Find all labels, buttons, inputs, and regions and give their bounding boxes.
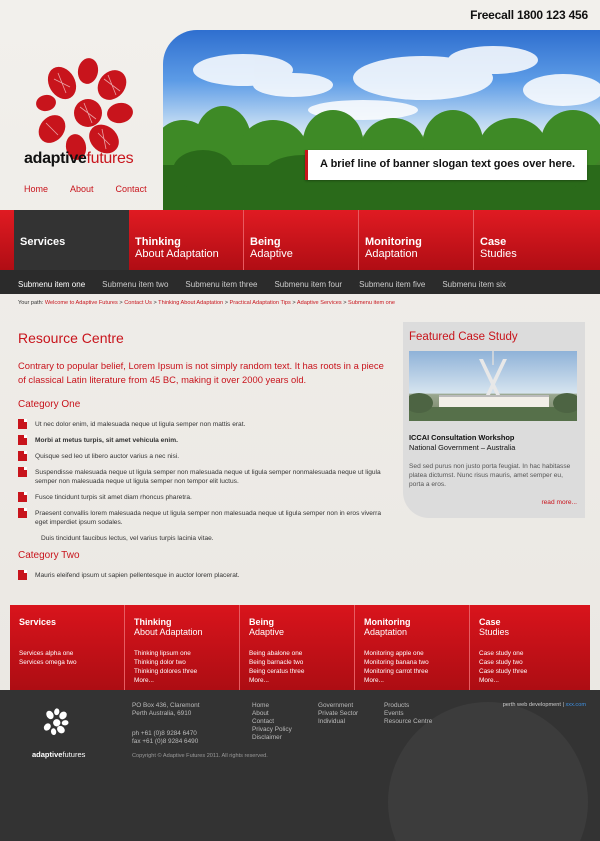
intro-paragraph: Contrary to popular belief, Lorem Ipsum is not simply random text. It has roots in a piece of classical Latin literature from 45 BC, making it over 2000 years old. bbox=[18, 360, 384, 385]
main-nav-thinking-label: Thinking bbox=[135, 236, 181, 248]
list-note: Duis tincidunt faucibus lectus, vel varius turpis lacinia vitae. bbox=[41, 535, 214, 542]
pdf-icon bbox=[18, 467, 27, 477]
topnav-contact[interactable]: Contact bbox=[115, 184, 147, 194]
footer bbox=[0, 690, 600, 841]
footer-link[interactable]: Monitoring banana two bbox=[364, 659, 429, 666]
main-nav-being-sub: Adaptive bbox=[250, 248, 293, 260]
footer-more-link[interactable]: More... bbox=[479, 677, 499, 684]
case-study-subheading: National Government – Australia bbox=[409, 443, 516, 452]
read-more-link[interactable]: read more... bbox=[541, 499, 577, 506]
top-nav bbox=[24, 184, 147, 194]
footer-credit-text[interactable]: perth web development bbox=[502, 702, 561, 708]
pdf-icon bbox=[18, 570, 27, 580]
logo-wordmark[interactable] bbox=[24, 150, 133, 168]
pdf-icon bbox=[18, 435, 27, 445]
list-item[interactable] bbox=[18, 493, 388, 502]
subnav-item-1[interactable]: Submenu item one bbox=[18, 280, 86, 289]
pdf-icon bbox=[18, 419, 27, 429]
subnav-item-4[interactable]: Submenu item four bbox=[274, 280, 343, 289]
breadcrumb-sep: > bbox=[223, 300, 230, 306]
breadcrumb-sep: > bbox=[341, 300, 349, 306]
footer-link[interactable]: Being barnacle two bbox=[249, 659, 304, 666]
footer-link[interactable]: Individual bbox=[318, 718, 346, 725]
footer-address bbox=[132, 702, 200, 746]
list-item-text: Praesent convallis lorem malesuada neque ut ligula semper non malesuada neque ut ligula semper non in eros viverra eget imperdiet ipsum sodales. bbox=[35, 510, 382, 526]
pdf-icon bbox=[18, 492, 27, 502]
footer-phone: ph +61 (0)8 9284 6470 bbox=[132, 730, 197, 737]
footer-col-services bbox=[10, 605, 125, 690]
subnav-item-6[interactable]: Submenu item six bbox=[442, 280, 506, 289]
footer-link[interactable]: Home bbox=[252, 702, 270, 709]
breadcrumb bbox=[18, 300, 395, 306]
breadcrumb-item[interactable]: Adaptive Services bbox=[296, 300, 342, 306]
pdf-icon bbox=[18, 451, 27, 461]
case-study-title: Featured Case Study bbox=[409, 331, 518, 343]
footer-col-subheading[interactable]: Studies bbox=[479, 627, 510, 637]
footer-link[interactable]: Privacy Policy bbox=[252, 726, 292, 733]
parliament-house-icon bbox=[409, 351, 577, 421]
footer-copyright: Copyright © Adaptive Futures 2011. All rights reserved. bbox=[132, 753, 268, 759]
main-nav-being-label: Being bbox=[250, 236, 281, 248]
footer-col-heading[interactable]: Thinking bbox=[134, 617, 172, 627]
main-content bbox=[18, 330, 388, 587]
topnav-about[interactable]: About bbox=[70, 184, 94, 194]
category-one-heading: Category One bbox=[18, 399, 81, 410]
footer-link[interactable]: Being ceratus three bbox=[249, 668, 305, 675]
logo-word-futures: futures bbox=[86, 150, 134, 167]
footer-col-thinking bbox=[125, 605, 240, 690]
footer-col-subheading[interactable]: Adaptive bbox=[249, 627, 285, 637]
list-item[interactable] bbox=[18, 571, 388, 580]
main-nav bbox=[0, 210, 600, 270]
main-nav-services-label: Services bbox=[20, 236, 66, 248]
footer-more-link[interactable]: More... bbox=[249, 677, 269, 684]
main-nav-case-sub: Studies bbox=[480, 248, 517, 260]
banner-landscape-icon bbox=[163, 30, 600, 210]
subnav-item-3[interactable]: Submenu item three bbox=[185, 280, 258, 289]
footer-link[interactable]: Private Sector bbox=[318, 710, 359, 717]
footer-links-col2 bbox=[318, 702, 358, 726]
footer-nav bbox=[10, 605, 590, 690]
breadcrumb-current: Submenu item one bbox=[348, 300, 396, 306]
list-item[interactable] bbox=[18, 420, 388, 429]
footer-col-being bbox=[240, 605, 355, 690]
footer-link[interactable]: Case study two bbox=[479, 659, 523, 666]
main-nav-monitoring[interactable] bbox=[359, 210, 474, 270]
list-item-text: Suspendisse malesuada neque ut ligula semper non malesuada neque ut ligula semper nonmalesuada neque ut ligula semper non malesuada neque ut ligula semper non tempor elit luctus. bbox=[35, 469, 381, 485]
breadcrumb-item[interactable]: Contact Us bbox=[124, 300, 152, 306]
featured-case-study bbox=[403, 322, 585, 518]
footer-credit-link[interactable]: xxx.com bbox=[565, 702, 586, 708]
main-nav-spacer bbox=[0, 210, 14, 270]
category-two-list bbox=[18, 571, 388, 580]
breadcrumb-item[interactable]: Thinking About Adaptation bbox=[158, 300, 224, 306]
freecall-number: Freecall 1800 123 456 bbox=[470, 8, 588, 22]
subnav-item-2[interactable]: Submenu item two bbox=[102, 280, 169, 289]
sub-nav bbox=[0, 270, 600, 294]
footer-credit bbox=[503, 702, 586, 708]
footer-link[interactable]: Contact bbox=[252, 718, 275, 725]
logo-word-adaptive: adaptive bbox=[24, 150, 87, 167]
breadcrumb-sep: > bbox=[117, 300, 125, 306]
case-study-image[interactable] bbox=[409, 351, 577, 421]
footer-link[interactable]: Events bbox=[384, 710, 404, 717]
footer-col-case bbox=[470, 605, 585, 690]
footer-fax: fax +61 (0)8 9284 6490 bbox=[132, 738, 199, 745]
main-nav-being[interactable] bbox=[244, 210, 359, 270]
list-item[interactable] bbox=[18, 436, 388, 445]
footer-col-heading[interactable]: Case bbox=[479, 617, 501, 627]
footer-link[interactable]: Monitoring carrot three bbox=[364, 668, 429, 675]
footer-links-col3 bbox=[384, 702, 432, 726]
footer-logo-word-adaptive: adaptive bbox=[32, 750, 63, 759]
footer-links-col1 bbox=[252, 702, 292, 742]
case-study-heading: ICCAI Consultation Workshop bbox=[409, 433, 515, 442]
breadcrumb-item[interactable]: Practical Adaptation Tips bbox=[229, 300, 291, 306]
breadcrumb-sep: > bbox=[151, 300, 159, 306]
footer-logo-icon[interactable] bbox=[40, 705, 74, 739]
list-item-text: Mauris eleifend ipsum ut sapien pellentesque in auctor lorem placerat. bbox=[35, 572, 240, 579]
subnav-item-5[interactable]: Submenu item five bbox=[359, 280, 426, 289]
footer-link[interactable]: Thinking lipsum one bbox=[134, 650, 191, 657]
footer-link[interactable]: Case study one bbox=[479, 650, 524, 657]
footer-link[interactable]: Being abalone one bbox=[249, 650, 303, 657]
category-two-heading: Category Two bbox=[18, 550, 80, 561]
footer-col-monitoring bbox=[355, 605, 470, 690]
list-item-text: Morbi at metus turpis, sit amet vehicula enim. bbox=[35, 437, 178, 444]
banner-image bbox=[163, 30, 600, 210]
footer-link[interactable]: Products bbox=[384, 702, 410, 709]
breadcrumb-item[interactable]: Welcome to Adaptive Futures bbox=[44, 300, 118, 306]
main-nav-monitoring-sub: Adaptation bbox=[365, 248, 418, 260]
list-item[interactable] bbox=[18, 452, 388, 461]
footer-link[interactable]: About bbox=[252, 710, 269, 717]
main-nav-thinking-sub: About Adaptation bbox=[135, 248, 219, 260]
footer-link[interactable]: Case study three bbox=[479, 668, 528, 675]
banner-slogan: A brief line of banner slogan text goes over here. bbox=[305, 150, 587, 180]
footer-link[interactable]: Thinking dolor two bbox=[134, 659, 186, 666]
footer-col-subheading[interactable]: About Adaptation bbox=[134, 627, 203, 637]
footer-address-line: PO Box 436, Claremont bbox=[132, 702, 200, 709]
footer-col-heading[interactable]: Monitoring bbox=[364, 617, 411, 627]
breadcrumb-sep: > bbox=[290, 300, 297, 306]
footer-col-subheading[interactable]: Adaptation bbox=[364, 627, 408, 637]
category-one-list bbox=[18, 420, 388, 543]
main-nav-case[interactable] bbox=[474, 210, 589, 270]
footer-logo-wordmark bbox=[32, 750, 85, 759]
footer-credit-separator: | bbox=[562, 702, 564, 708]
list-item[interactable] bbox=[18, 468, 388, 486]
list-item-text: Fusce tincidunt turpis sit amet diam rhoncus pharetra. bbox=[35, 494, 192, 501]
footer-more-link[interactable]: More... bbox=[364, 677, 384, 684]
footer-link[interactable]: Services alpha one bbox=[19, 650, 74, 657]
main-nav-services[interactable] bbox=[14, 210, 129, 270]
list-item-text: Quisque sed leo ut libero auctor varius a nec nisi. bbox=[35, 453, 180, 460]
pdf-icon bbox=[18, 508, 27, 518]
footer-address-line: Perth Australia, 6910 bbox=[132, 710, 192, 717]
footer-link[interactable]: Resource Centre bbox=[384, 718, 433, 725]
footer-link[interactable]: Monitoring apple one bbox=[364, 650, 424, 657]
main-nav-monitoring-label: Monitoring bbox=[365, 236, 422, 248]
footer-link[interactable]: Thinking dolores three bbox=[134, 668, 198, 675]
footer-col-heading[interactable]: Being bbox=[249, 617, 275, 627]
footer-link[interactable]: Government bbox=[318, 702, 354, 709]
list-item[interactable] bbox=[18, 509, 388, 527]
footer-more-link[interactable]: More... bbox=[134, 677, 154, 684]
main-nav-case-label: Case bbox=[480, 236, 507, 248]
footer-logo-word-futures: futures bbox=[62, 750, 86, 759]
footer-col-heading[interactable]: Services bbox=[19, 617, 57, 627]
topnav-home[interactable]: Home bbox=[24, 184, 49, 194]
case-study-body: Sed sed purus non justo porta feugiat. In hac habitasse platea dictumst. Nunc risus mauris, amet semper eu, porta a eros. bbox=[409, 463, 571, 488]
list-item-text: Ut nec dolor enim, id malesuada neque ut ligula semper non mattis erat. bbox=[35, 421, 246, 428]
breadcrumb-prefix: Your path: bbox=[18, 300, 44, 306]
footer-link[interactable]: Disclaimer bbox=[252, 734, 282, 741]
main-nav-thinking[interactable] bbox=[129, 210, 244, 270]
page-title: Resource Centre bbox=[18, 330, 124, 346]
footer-link[interactable]: Services omega two bbox=[19, 659, 77, 666]
